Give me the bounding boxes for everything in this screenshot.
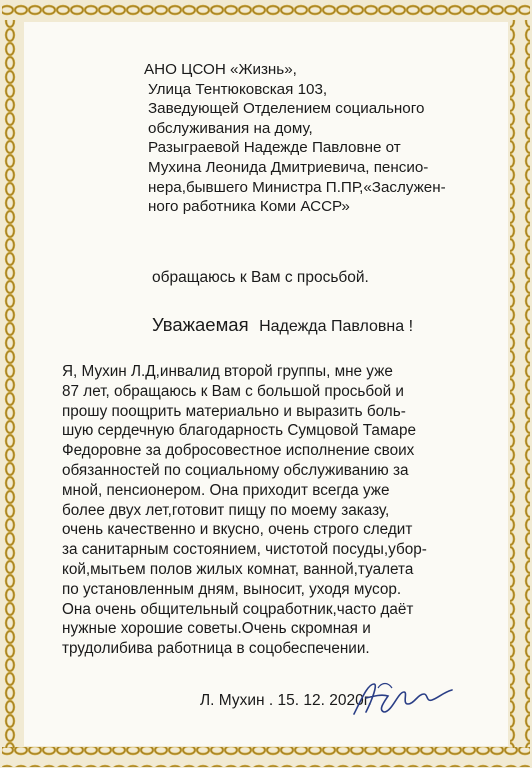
body-line: Она очень общительный соцработник,часто даёт <box>62 600 414 618</box>
handwritten-signature-icon <box>348 678 458 718</box>
address-line: нера,бывшего Министра П.ПР,«Заслужен- <box>148 178 446 196</box>
address-line: ного работника Коми АССР» <box>148 198 350 216</box>
address-line: Заведующей Отделением социального <box>148 100 425 118</box>
request-line: обращаюсь к Вам с просьбой. <box>152 269 369 286</box>
body-line: Федоровне за добросовестное исполнение своих <box>62 442 415 460</box>
address-line: обслуживания на дому, <box>148 119 313 137</box>
signature-line: Л. Мухин . 15. 12. 2020г. <box>200 692 372 709</box>
addressee-block <box>144 60 514 217</box>
letter-body <box>62 362 512 659</box>
body-line: более двух лет,готовит пищу по моему заказу, <box>62 501 390 519</box>
body-line: прошу поощрить материально и выразить боль- <box>62 402 406 420</box>
address-line: Улица Тентюковская 103, <box>148 80 328 98</box>
body-line: нужные хорошие советы.Очень скромная и <box>62 620 371 638</box>
address-line: Разыграевой Надежде Павловне от <box>148 139 401 157</box>
greeting-salutation: Уважаемая <box>152 314 249 335</box>
body-line: Я, Мухин Л.Д,инвалид второй группы, мне уже <box>62 363 393 380</box>
body-line: за санитарным состоянием, чистотой посуды,убор- <box>62 541 427 559</box>
body-line: кой,мытьем полов жилых комнат, ванной,туалета <box>62 560 414 578</box>
body-line: трудолибива работница в соцобеспечении. <box>62 640 370 658</box>
address-line: АНО ЦСОН «Жизнь», <box>144 61 297 78</box>
body-line: очень качественно и вкусно, очень строго следит <box>62 521 413 539</box>
body-line: мной, пенсионером. Она приходит всегда уже <box>62 481 390 499</box>
body-line: шую сердечную благодарность Сумцовой Тамаре <box>62 422 416 440</box>
address-line: Мухина Леонида Дмитриевича, пенсио- <box>148 158 429 176</box>
greeting <box>152 314 413 336</box>
body-line: по установленным дням, выносит, уходя мусор. <box>62 580 402 598</box>
greeting-name: Надежда Павловна ! <box>259 318 414 335</box>
body-line: обязанностей по социальному обслуживанию за <box>62 461 409 479</box>
body-line: 87 лет, обращаюсь к Вам с большой просьбой и <box>62 382 404 400</box>
